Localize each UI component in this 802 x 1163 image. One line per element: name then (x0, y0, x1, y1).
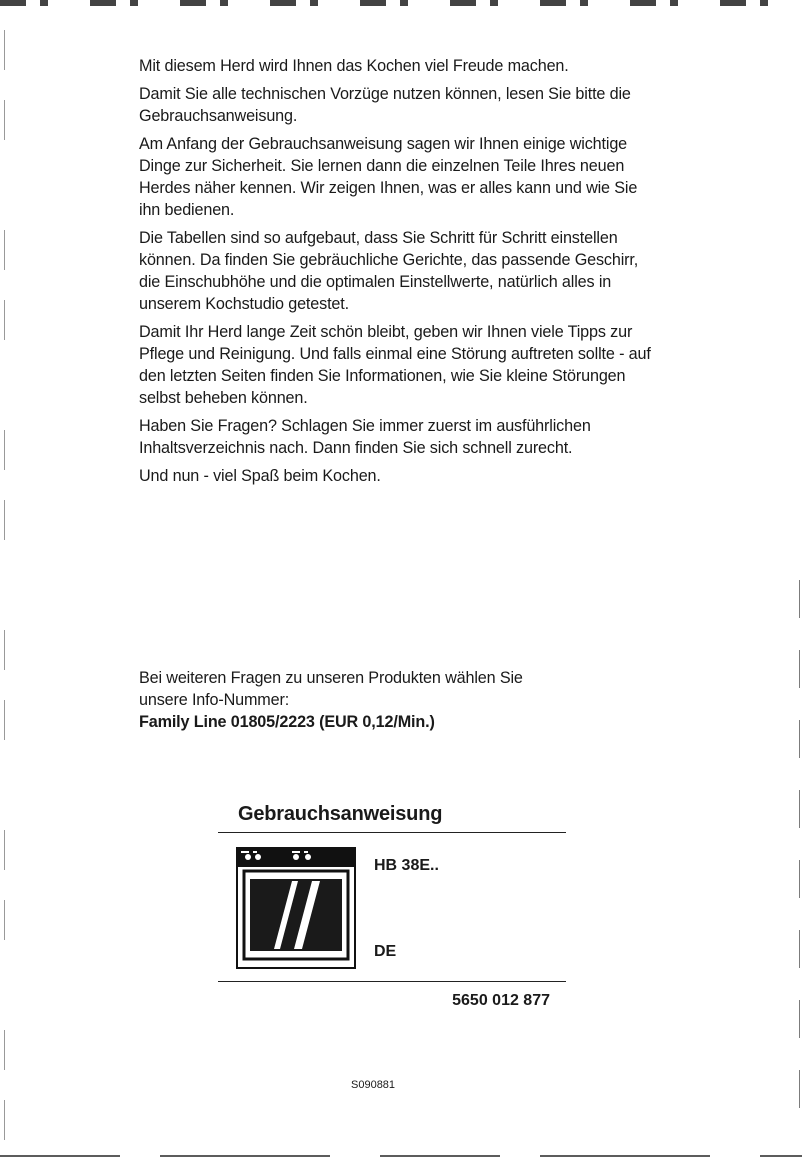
intro-text (139, 55, 659, 493)
scan-edge-top (0, 0, 802, 6)
cover-block (218, 803, 566, 1010)
contact-line-1: Bei weiteren Fragen zu unseren Produkten wählen Sie (139, 669, 523, 687)
contact-line-2: unsere Info-Nummer: (139, 691, 290, 709)
intro-paragraph-1: Mit diesem Herd wird Ihnen das Kochen viel Freude machen. (139, 57, 569, 75)
scan-edge-right (799, 580, 800, 1140)
intro-paragraph-4: Die Tabellen sind so aufgebaut, dass Sie Schritt für Schritt einstellen können. Da finden Sie gebräuchliche Gerichte, das passende Geschirr, die Einschubhöhe und die optimalen Einstellwerte, natürlich alles in unserem Kochstudio getestet. (139, 229, 639, 313)
intro-paragraph-6: Haben Sie Fragen? Schlagen Sie immer zuerst im ausführlichen Inhaltsverzeichnis nach. Dann finden Sie sich schnell zurecht. (139, 417, 591, 457)
language-code: DE (374, 943, 397, 960)
scan-edge-left (4, 30, 5, 1140)
intro-paragraph-2: Damit Sie alle technischen Vorzüge nutzen können, lesen Sie bitte die Gebrauchsanweisung. (139, 85, 631, 125)
intro-paragraph-3: Am Anfang der Gebrauchsanweisung sagen wir Ihnen einige wichtige Dinge zur Sicherheit. Sie lernen dann die einzelnen Teile Ihres neuen Herdes näher kennen. Wir zeigen Ihnen, was er alles kann und wie Sie ihn bedienen. (139, 135, 638, 219)
scan-edge-bottom (0, 1155, 802, 1157)
model-number: HB 38E.. (374, 857, 439, 874)
intro-paragraph-5: Damit Ihr Herd lange Zeit schön bleibt, geben wir Ihnen viele Tipps zur Pflege und Reinigung. Und falls einmal eine Störung auftreten sollte - auf den letzten Seiten finden Sie Informationen, wie Sie kleine Störungen selbst beheben können. (139, 323, 651, 407)
document-number: 5650 012 877 (452, 992, 550, 1009)
manual-title: Gebrauchsanweisung (218, 803, 566, 833)
intro-paragraph-7: Und nun - viel Spaß beim Kochen. (139, 467, 381, 485)
cover-row (218, 833, 566, 981)
contact-info (139, 667, 659, 733)
hotline-number: Family Line 01805/2223 (EUR 0,12/Min.) (139, 713, 435, 731)
reference-code: S090881 (351, 1079, 396, 1091)
oven-icon (236, 847, 356, 969)
